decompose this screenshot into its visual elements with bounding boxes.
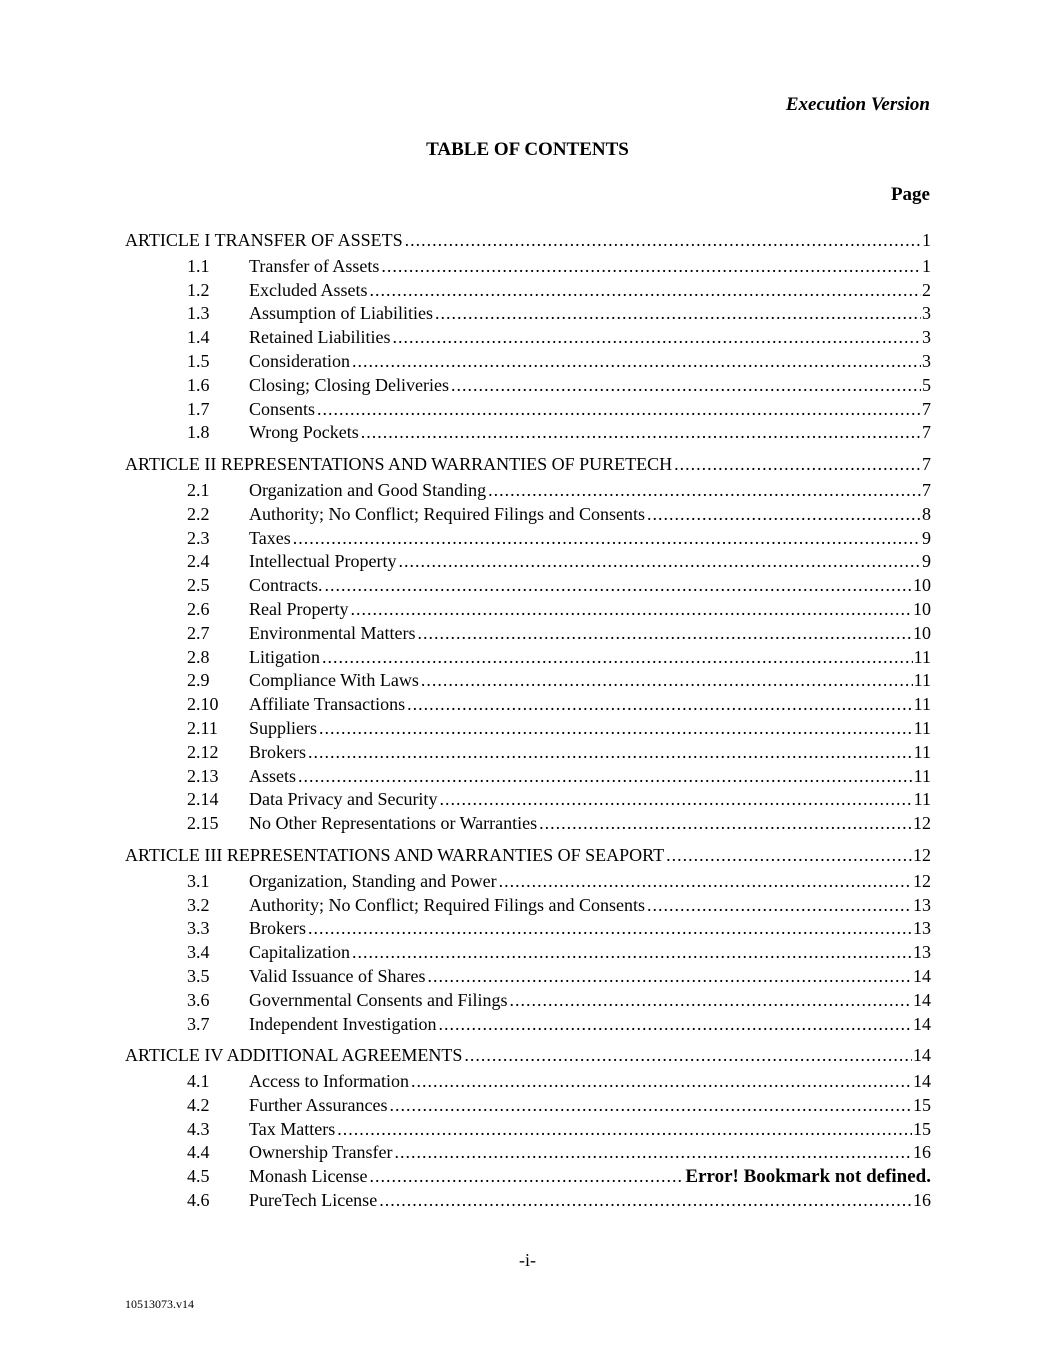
toc-section-number: 2.11 [187, 717, 218, 738]
toc-section-number: 4.5 [187, 1166, 210, 1187]
dot-leader [317, 398, 921, 422]
toc-section-number: 3.6 [187, 989, 210, 1010]
toc-page-number: 3 [922, 327, 931, 348]
toc-section-title: Suppliers [249, 717, 318, 738]
dot-leader [352, 350, 921, 374]
toc-section-row[interactable] [125, 1070, 931, 1094]
toc-section-number: 3.3 [187, 918, 210, 939]
dot-leader [308, 917, 912, 941]
toc-section-row[interactable] [125, 1189, 931, 1213]
toc-section-row[interactable] [125, 989, 931, 1013]
toc-section-row[interactable] [125, 421, 931, 445]
toc-page-number: 13 [913, 918, 931, 939]
dot-leader [395, 1141, 913, 1165]
toc-section-title: Real Property [249, 598, 349, 619]
dot-leader [370, 279, 922, 303]
dot-leader [438, 1013, 912, 1037]
toc-page-error: Error! Bookmark not defined. [685, 1166, 931, 1188]
dot-leader [488, 479, 921, 503]
document-id: 10513073.v14 [125, 1297, 194, 1311]
dot-leader [539, 812, 912, 836]
toc-section-row[interactable] [125, 574, 931, 598]
toc-section-title: Consideration [249, 350, 350, 371]
toc-section-number: 2.3 [187, 527, 210, 548]
toc-section-number: 1.6 [187, 374, 210, 395]
toc-section-title: Brokers [249, 741, 306, 762]
dot-leader [398, 550, 921, 574]
toc-section-number: 2.14 [187, 789, 219, 810]
toc-section-number: 1.5 [187, 350, 210, 371]
toc-section-row[interactable] [125, 622, 931, 646]
toc-section-number: 4.6 [187, 1190, 210, 1211]
toc-section-number: 3.4 [187, 942, 210, 963]
toc-page-number: 13 [913, 942, 931, 963]
toc-section-number: 2.2 [187, 503, 210, 524]
toc-article-title: ARTICLE I TRANSFER OF ASSETS [125, 230, 403, 250]
toc-page-number: 10 [913, 575, 931, 596]
dot-leader [451, 374, 921, 398]
toc-page-number: 16 [913, 1190, 931, 1211]
toc-page-number: 7 [922, 479, 931, 500]
toc-section-title: Contracts. [249, 575, 323, 596]
page-column-header: Page [890, 184, 930, 205]
toc-section-number: 4.4 [187, 1142, 210, 1163]
toc-section-title: Environmental Matters [249, 622, 416, 643]
toc-section-row[interactable] [125, 941, 931, 965]
dot-leader [499, 870, 912, 894]
toc-section-title: Organization and Good Standing [249, 479, 487, 500]
table-of-contents [125, 229, 931, 1213]
toc-section-row[interactable] [125, 894, 931, 918]
toc-section-title: Consents [249, 398, 316, 419]
toc-page-number: 16 [913, 1142, 931, 1163]
toc-section-title: Authority; No Conflict; Required Filings and Consents [249, 503, 645, 524]
toc-page-number: 11 [913, 789, 931, 810]
toc-section-title: Assets [249, 765, 297, 786]
toc-section-row[interactable] [125, 765, 931, 789]
dot-leader [407, 693, 913, 717]
toc-page-number: 10 [913, 598, 931, 619]
toc-section-number: 2.7 [187, 622, 210, 643]
toc-section-number: 2.8 [187, 646, 210, 667]
toc-article-row[interactable] [125, 844, 931, 868]
toc-section-title: Access to Information [249, 1071, 409, 1092]
toc-article-title: ARTICLE III REPRESENTATIONS AND WARRANTIES OF SEAPORT [125, 844, 665, 865]
dot-leader [379, 1189, 912, 1213]
toc-page-number: 3 [922, 350, 931, 371]
toc-section-title: Affiliate Transactions [249, 694, 406, 715]
toc-section-title: Capitalization [249, 942, 350, 963]
dot-leader [421, 669, 913, 693]
toc-section-row[interactable] [125, 279, 931, 303]
toc-page-number: 12 [913, 813, 931, 834]
toc-section-row[interactable] [125, 965, 931, 989]
toc-section-number: 4.1 [187, 1071, 210, 1092]
toc-section-title: Authority; No Conflict; Required Filings and Consents [249, 894, 645, 915]
toc-page-number: 13 [913, 894, 931, 915]
toc-page-number: 11 [913, 670, 931, 691]
toc-page-number: 12 [913, 844, 931, 865]
toc-section-row[interactable] [125, 374, 931, 398]
toc-article-row[interactable] [125, 453, 931, 477]
toc-page-number: 8 [922, 503, 931, 524]
toc-page-number: 7 [922, 422, 931, 443]
toc-section-title: PureTech License [249, 1190, 378, 1211]
toc-section-row[interactable] [125, 503, 931, 527]
toc-section-number: 2.9 [187, 670, 210, 691]
dot-leader [350, 598, 912, 622]
dot-leader [427, 965, 912, 989]
toc-section-title: Compliance With Laws [249, 670, 419, 691]
toc-section-title: No Other Representations or Warranties [249, 813, 538, 834]
toc-page-number: 10 [913, 622, 931, 643]
toc-section-title: Taxes [249, 527, 291, 548]
toc-page-number: 2 [922, 279, 931, 300]
toc-section-title: Governmental Consents and Filings [249, 989, 508, 1010]
toc-page-number: 1 [922, 230, 931, 250]
toc-section-row[interactable] [125, 326, 931, 350]
dot-leader [439, 788, 912, 812]
dot-leader [417, 622, 912, 646]
dot-leader [509, 989, 912, 1013]
document-version-label: Execution Version [785, 94, 930, 115]
toc-page-number: 9 [922, 551, 931, 572]
toc-section-title: Valid Issuance of Shares [249, 965, 426, 986]
toc-section-row[interactable] [125, 1094, 931, 1118]
toc-section-title: Litigation [249, 646, 320, 667]
toc-section-title: Further Assurances [249, 1094, 388, 1115]
toc-section-number: 2.12 [187, 741, 219, 762]
toc-page-number: 9 [922, 527, 931, 548]
toc-section-number: 2.6 [187, 598, 210, 619]
toc-page-number: 7 [922, 398, 931, 419]
toc-section-title: Organization, Standing and Power [249, 870, 497, 891]
toc-section-title: Ownership Transfer [249, 1142, 393, 1163]
toc-section-number: 3.1 [187, 870, 210, 891]
toc-article-title: ARTICLE II REPRESENTATIONS AND WARRANTIES OF PURETECH [125, 454, 673, 475]
toc-section-title: Intellectual Property [249, 551, 397, 572]
toc-section-row[interactable] [125, 717, 931, 741]
toc-section-row[interactable] [125, 1013, 931, 1037]
dot-leader [405, 229, 921, 253]
toc-section-row[interactable] [125, 598, 931, 622]
toc-section-number: 2.4 [187, 551, 210, 572]
toc-section-title: Retained Liabilities [249, 327, 391, 348]
toc-section-row[interactable] [125, 527, 931, 551]
dot-leader [392, 326, 921, 350]
toc-section-number: 4.3 [187, 1118, 210, 1139]
toc-section-row[interactable] [125, 669, 931, 693]
toc-section-row[interactable] [125, 1141, 931, 1165]
toc-section-row[interactable] [125, 812, 931, 836]
toc-section-row[interactable] [125, 693, 931, 717]
dot-leader [647, 503, 921, 527]
toc-section-number: 1.3 [187, 303, 210, 324]
toc-page-number: 14 [913, 965, 931, 986]
toc-section-title: Closing; Closing Deliveries [249, 374, 449, 395]
toc-page-number: 11 [913, 694, 931, 715]
dot-leader [464, 1044, 912, 1068]
toc-section-number: 1.7 [187, 398, 210, 419]
toc-section-row[interactable] [125, 255, 931, 279]
toc-section-title: Data Privacy and Security [249, 789, 438, 810]
toc-section-row[interactable] [125, 398, 931, 422]
dot-leader [322, 646, 913, 670]
toc-article-title: ARTICLE IV ADDITIONAL AGREEMENTS [125, 1045, 463, 1066]
dot-leader [319, 717, 913, 741]
toc-page-number: 11 [913, 765, 931, 786]
toc-page-number: 7 [922, 454, 931, 475]
toc-section-number: 1.4 [187, 327, 210, 348]
toc-page-number: 1 [922, 255, 931, 276]
toc-section-row[interactable] [125, 1118, 931, 1142]
toc-section-number: 3.2 [187, 894, 210, 915]
toc-page-number: 12 [913, 870, 931, 891]
toc-section-number: 3.5 [187, 965, 210, 986]
dot-leader [293, 527, 921, 551]
dot-leader [666, 844, 912, 868]
toc-section-title: Tax Matters [249, 1118, 336, 1139]
toc-section-row[interactable] [125, 479, 931, 503]
toc-page-number: 14 [913, 1071, 931, 1092]
dot-leader [381, 255, 921, 279]
toc-section-number: 1.2 [187, 279, 210, 300]
toc-page-number: 15 [913, 1094, 931, 1115]
toc-section-title: Independent Investigation [249, 1013, 437, 1034]
toc-section-number: 4.2 [187, 1094, 210, 1115]
toc-section-title: Wrong Pockets [249, 422, 359, 443]
toc-section-row[interactable] [125, 550, 931, 574]
toc-page-number: 14 [913, 1013, 931, 1034]
dot-leader [298, 765, 913, 789]
toc-section-row[interactable] [125, 646, 931, 670]
toc-section-number: 1.1 [187, 255, 210, 276]
toc-page-number: 14 [913, 989, 931, 1010]
toc-section-number: 1.8 [187, 422, 210, 443]
toc-section-row[interactable] [125, 917, 931, 941]
page-number: -i- [519, 1250, 536, 1270]
dot-leader [411, 1070, 912, 1094]
dot-leader [674, 453, 921, 477]
toc-section-number: 2.13 [187, 765, 219, 786]
toc-section-title: Monash License [249, 1166, 368, 1187]
toc-page-number: 11 [913, 741, 931, 762]
toc-section-title: Excluded Assets [249, 279, 368, 300]
dot-leader [369, 1165, 684, 1189]
toc-section-title: Assumption of Liabilities [249, 303, 433, 324]
toc-section-number: 2.5 [187, 575, 210, 596]
toc-section-row[interactable] [125, 302, 931, 326]
toc-page-number: 3 [922, 303, 931, 324]
toc-section-number: 2.1 [187, 479, 210, 500]
toc-section-row[interactable] [125, 870, 931, 894]
toc-section-row[interactable] [125, 788, 931, 812]
dot-leader [352, 941, 912, 965]
toc-page-number: 11 [913, 717, 931, 738]
toc-section-number: 3.7 [187, 1013, 210, 1034]
toc-section-row[interactable] [125, 741, 931, 765]
dot-leader [389, 1094, 912, 1118]
toc-page-number: 14 [913, 1045, 931, 1066]
toc-page-number: 5 [922, 374, 931, 395]
dot-leader [308, 741, 913, 765]
toc-section-title: Transfer of Assets [249, 255, 380, 276]
toc-article-row[interactable] [125, 229, 931, 253]
toc-page-number: 15 [913, 1118, 931, 1139]
toc-section-row[interactable] [125, 1165, 931, 1189]
toc-section-title: Brokers [249, 918, 306, 939]
toc-article-row[interactable] [125, 1044, 931, 1068]
dot-leader [337, 1118, 912, 1142]
dot-leader [325, 574, 913, 598]
toc-heading: TABLE OF CONTENTS [426, 139, 629, 160]
dot-leader [361, 421, 921, 445]
toc-section-number: 2.15 [187, 813, 219, 834]
toc-section-number: 2.10 [187, 694, 219, 715]
toc-section-row[interactable] [125, 350, 931, 374]
dot-leader [647, 894, 912, 918]
dot-leader [435, 302, 921, 326]
toc-page-number: 11 [913, 646, 931, 667]
